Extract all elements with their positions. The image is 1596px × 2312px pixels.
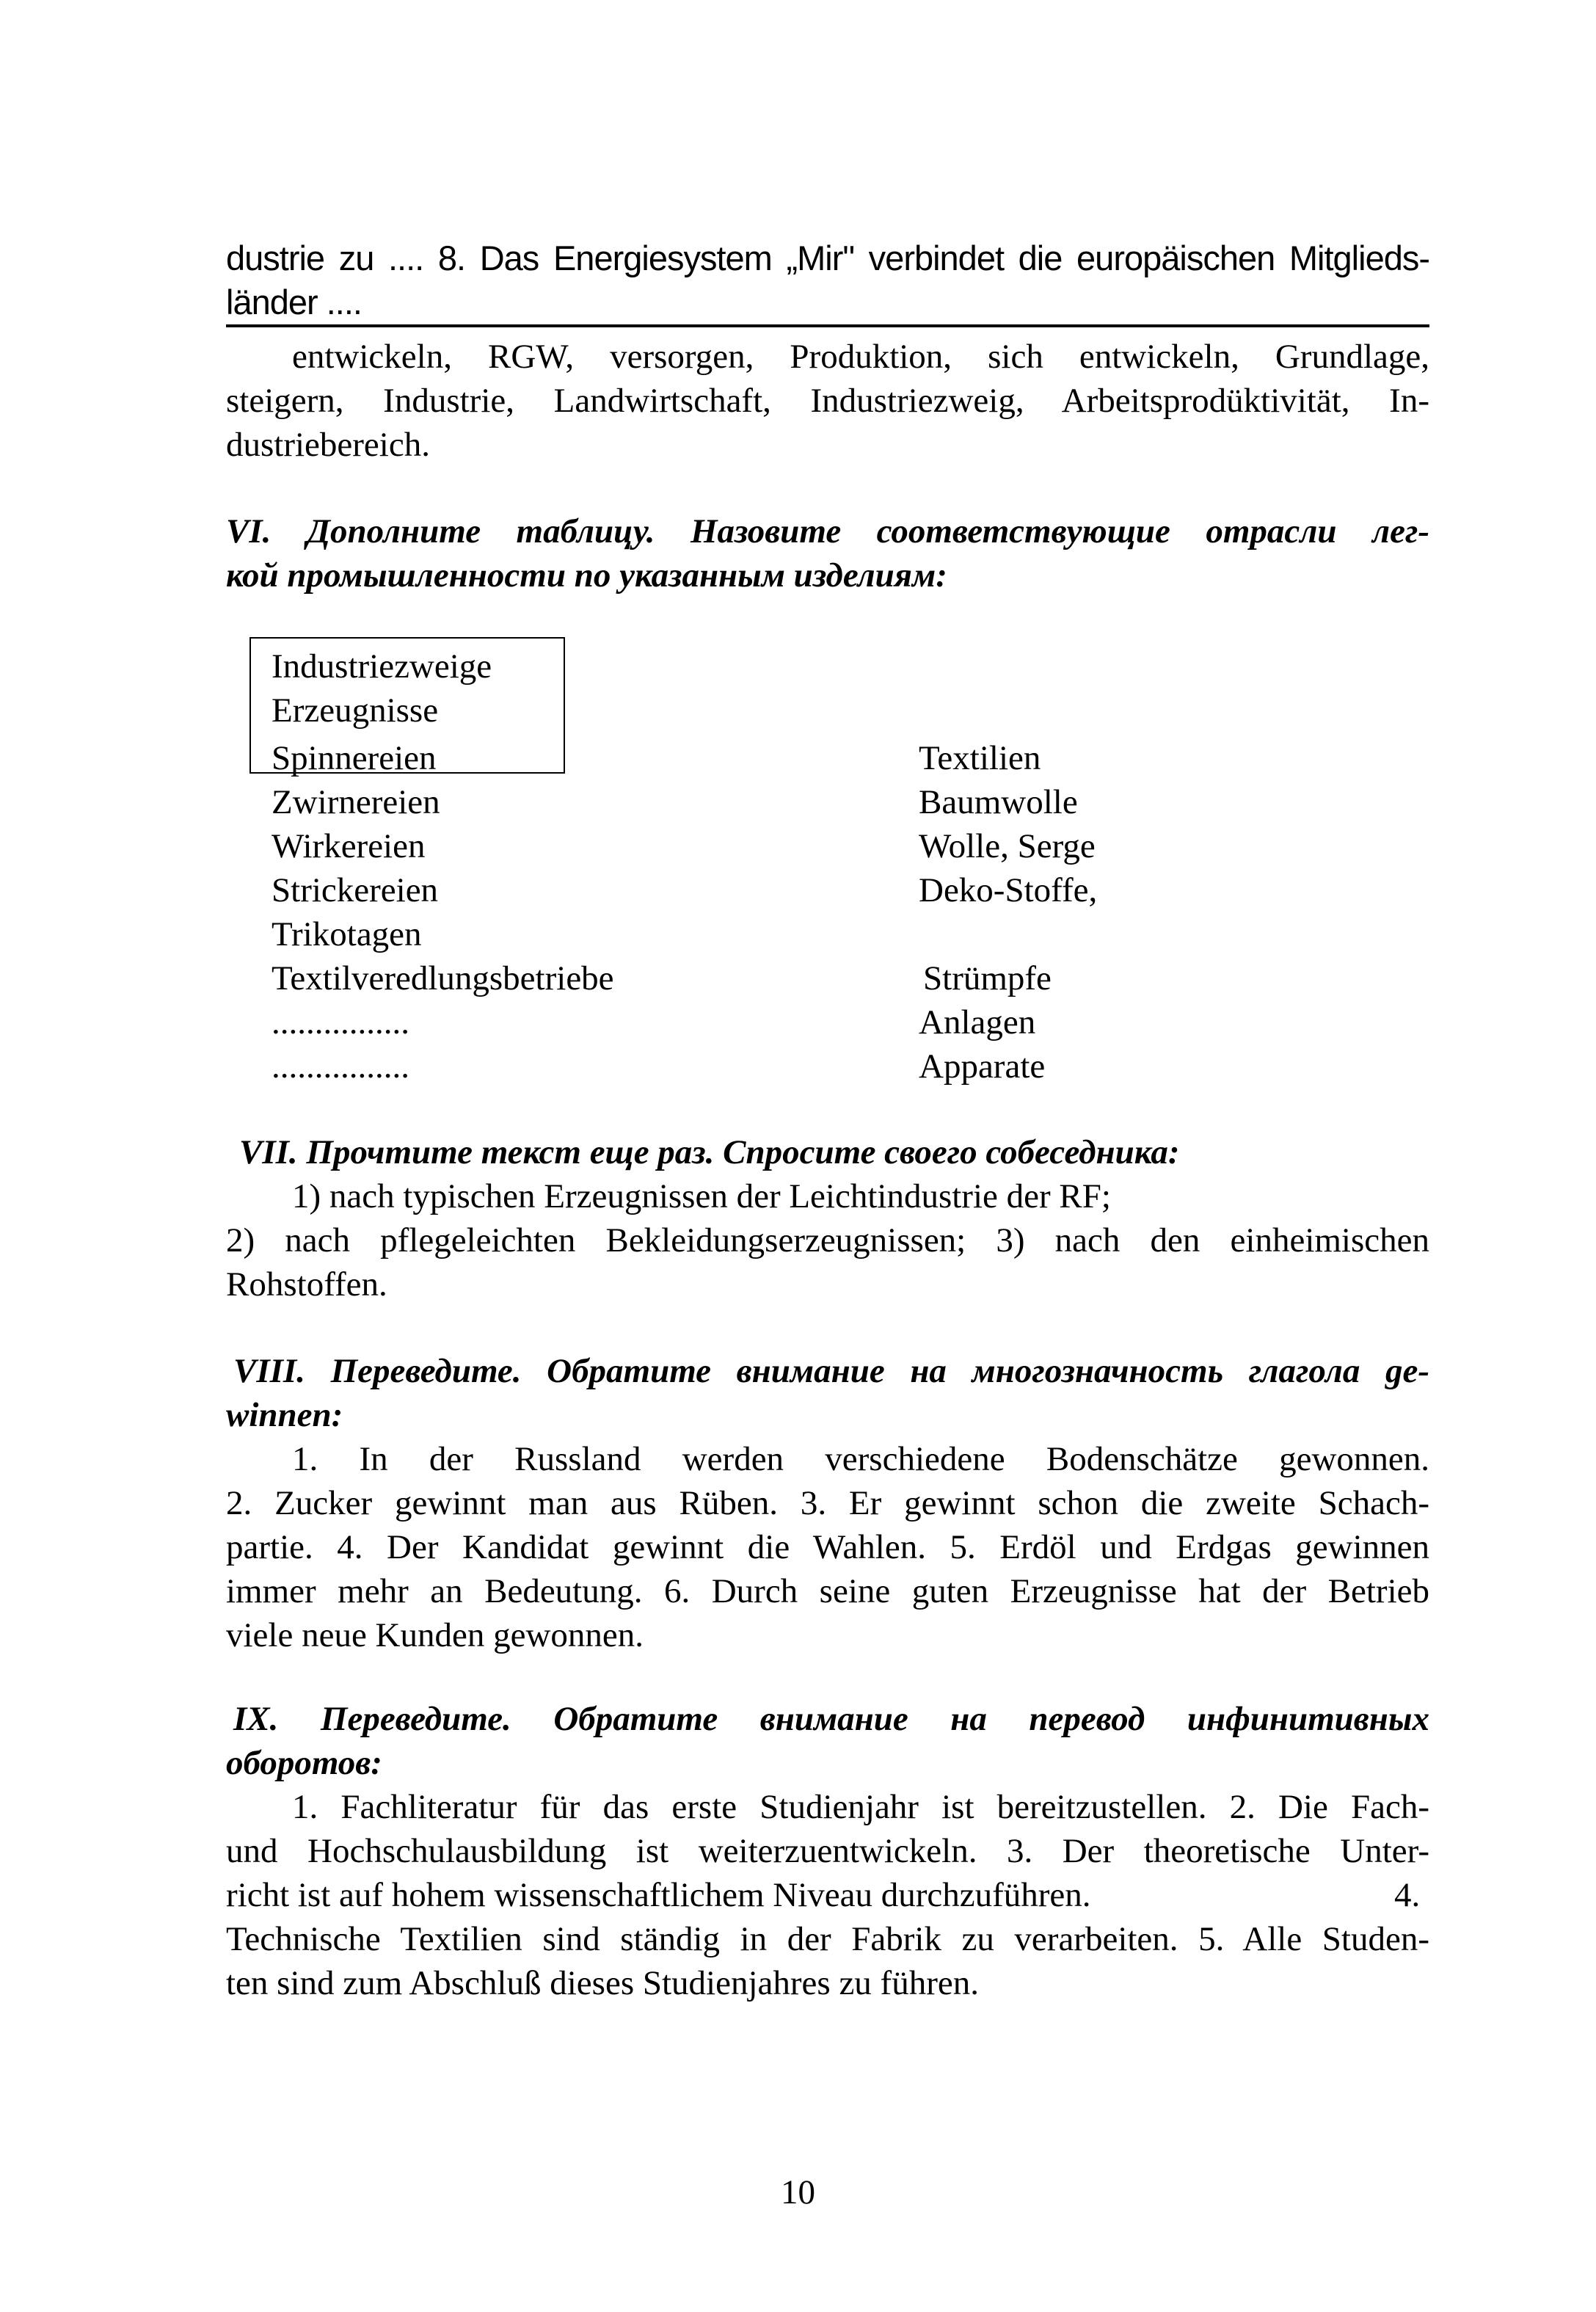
word-list-line-1: entwickeln, RGW, versorgen, Produktion, sich entwickeln, Grundlage, (292, 338, 1429, 376)
task-8-line-4: immer mehr an Bedeutung. 6. Durch seine guten Erzeugnisse hat der Betrieb (226, 1572, 1429, 1610)
table-header-industriezweige: Industriezweige (272, 647, 492, 686)
table-right-item: Wolle, Serge (919, 827, 1096, 865)
table-left-item: ................ (272, 1003, 409, 1042)
word-list-line-2: steigern, Industrie, Landwirtschaft, Industriezweig, Arbeitsprodüktivität, In- (226, 382, 1429, 420)
task-9-line-2: und Hochschulausbildung ist weiterzuentwickeln. 3. Der theoretische Unter- (226, 1832, 1429, 1870)
task-8-line-2: 2. Zucker gewinnt man aus Rüben. 3. Er gewinnt schon die zweite Schach- (226, 1484, 1429, 1522)
task-8-heading-line-2: winnen: (226, 1396, 343, 1434)
table-left-item: Trikotagen (272, 915, 422, 953)
task-9-heading-line-2: оборотов: (226, 1744, 382, 1782)
top-line-2: länder .... (226, 283, 362, 321)
table-right-item: Strümpfe (923, 959, 1052, 997)
table-left-item: Zwirnereien (272, 783, 440, 821)
table-right-item: Deko-Stoffe, (919, 871, 1098, 909)
table-header-erzeugnisse: Erzeugnisse (272, 691, 439, 730)
table-left-item: Textilveredlungsbetriebe (272, 959, 614, 997)
task-7-line-1: 1) nach typischen Erzeugnissen der Leichtindustrie der RF; (292, 1177, 1111, 1215)
page-number: 10 (781, 2173, 815, 2211)
task-9-line-3a: richt ist auf hohem wissenschaftlichem Niveau durchzuführen. (226, 1876, 1091, 1914)
task-7-line-3: Rohstoffen. (226, 1265, 387, 1304)
task-9-line-1: 1. Fachliteratur für das erste Studienjahr ist bereitzustellen. 2. Die Fach- (292, 1788, 1429, 1826)
divider-rule (226, 324, 1429, 327)
task-6-heading-line-1: VI. Дополните таблицу. Назовите соответствующие отрасли лег- (226, 512, 1429, 550)
task-9-line-3b: 4. (1394, 1876, 1421, 1914)
task-9-heading-line-1: IX. Переведите. Обратите внимание на перевод инфинитивных (233, 1700, 1429, 1738)
table-left-item: Wirkereien (272, 827, 426, 865)
task-7-line-2: 2) nach pflegeleichten Bekleidungserzeugnissen; 3) nach den einheimischen (226, 1221, 1429, 1259)
task-8-heading-line-1: VIII. Переведите. Обратите внимание на многозначность глагола ge- (233, 1352, 1429, 1390)
table-right-item: Textilien (919, 739, 1041, 777)
task-8-line-1: 1. In der Russland werden verschiedene Bodenschätze gewonnen. (292, 1440, 1429, 1478)
top-line-1: dustrie zu .... 8. Das Energiesystem „Mir" verbindet die europäischen Mitglieds- (226, 239, 1429, 277)
word-list-line-3: dustriebereich. (226, 426, 430, 464)
table-left-item: Strickereien (272, 871, 439, 909)
task-7-heading: VII. Прочтите текст еще раз. Спросите своего собеседника: (239, 1133, 1180, 1171)
task-6-heading-line-2: кой промышленности по указанным изделиям: (226, 556, 947, 595)
task-9-line-5: ten sind zum Abschluß dieses Studienjahres zu führen. (226, 1964, 979, 2002)
task-8-line-3: partie. 4. Der Kandidat gewinnt die Wahlen. 5. Erdöl und Erdgas gewinnen (226, 1528, 1429, 1566)
table-right-item: Apparate (919, 1047, 1046, 1086)
table-left-item: ................ (272, 1047, 409, 1086)
table-left-item: Spinnereien (272, 739, 437, 777)
table-right-item: Baumwolle (919, 783, 1078, 821)
task-8-line-5: viele neue Kunden gewonnen. (226, 1616, 644, 1654)
task-9-line-4: Technische Textilien sind ständig in der Fabrik zu verarbeiten. 5. Alle Studen- (226, 1920, 1429, 1958)
table-right-item: Anlagen (919, 1003, 1036, 1042)
